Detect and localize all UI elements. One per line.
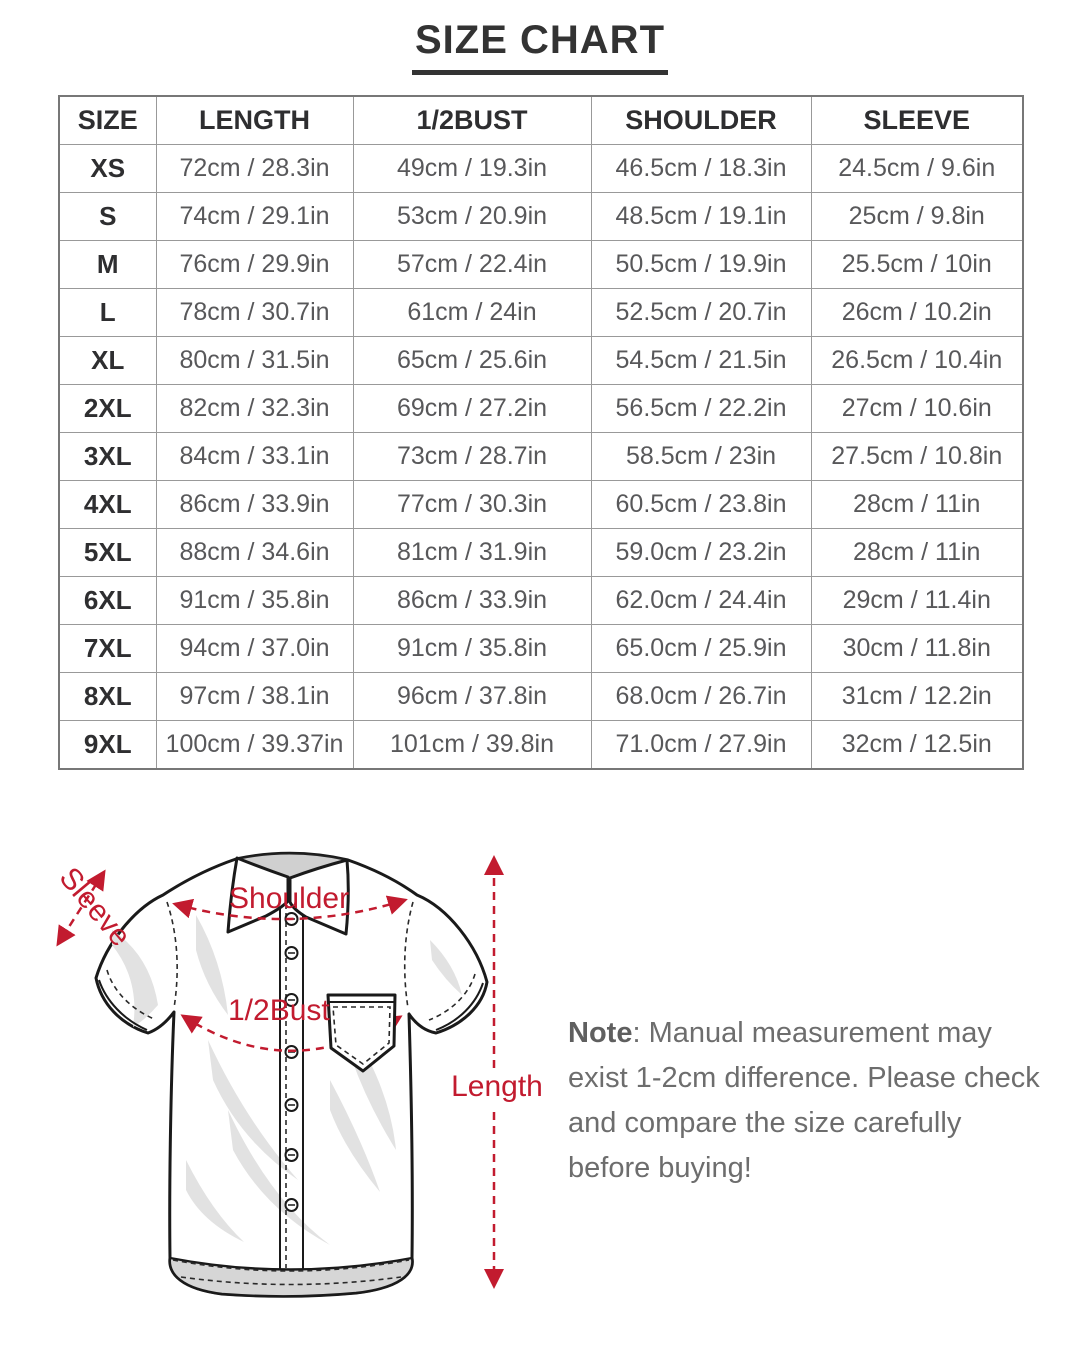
bust-cell: 73cm / 28.7in <box>353 433 591 481</box>
size-cell: S <box>59 193 156 241</box>
shoulder-cell: 50.5cm / 19.9in <box>591 241 811 289</box>
sleeve-cell: 28cm / 11in <box>811 529 1023 577</box>
length-cell: 82cm / 32.3in <box>156 385 353 433</box>
sleeve-cell: 31cm / 12.2in <box>811 673 1023 721</box>
size-cell: 4XL <box>59 481 156 529</box>
note-label: Note <box>568 1017 633 1049</box>
size-cell: 7XL <box>59 625 156 673</box>
sleeve-cell: 29cm / 11.4in <box>811 577 1023 625</box>
table-row <box>59 385 1023 433</box>
sleeve-cell: 30cm / 11.8in <box>811 625 1023 673</box>
sleeve-cell: 32cm / 12.5in <box>811 721 1023 770</box>
table-row <box>59 193 1023 241</box>
length-cell: 76cm / 29.9in <box>156 241 353 289</box>
shoulder-cell: 59.0cm / 23.2in <box>591 529 811 577</box>
size-cell: XL <box>59 337 156 385</box>
length-cell: 74cm / 29.1in <box>156 193 353 241</box>
bust-cell: 57cm / 22.4in <box>353 241 591 289</box>
bust-cell: 77cm / 30.3in <box>353 481 591 529</box>
shoulder-cell: 54.5cm / 21.5in <box>591 337 811 385</box>
shoulder-cell: 56.5cm / 22.2in <box>591 385 811 433</box>
bust-cell: 69cm / 27.2in <box>353 385 591 433</box>
note-body: : Manual measurement may exist 1-2cm difference. Please check and compare the size carefully before buying! <box>568 1017 1040 1184</box>
length-cell: 80cm / 31.5in <box>156 337 353 385</box>
shoulder-cell: 52.5cm / 20.7in <box>591 289 811 337</box>
page-title: SIZE CHART <box>412 18 668 75</box>
length-label: Length <box>451 1070 543 1103</box>
shoulder-cell: 71.0cm / 27.9in <box>591 721 811 770</box>
shoulder-cell: 62.0cm / 24.4in <box>591 577 811 625</box>
size-cell: 8XL <box>59 673 156 721</box>
size-cell: M <box>59 241 156 289</box>
length-cell: 100cm / 39.37in <box>156 721 353 770</box>
table-row <box>59 529 1023 577</box>
header-shoulder: SHOULDER <box>591 96 811 145</box>
header-row <box>59 96 1023 145</box>
length-cell: 84cm / 33.1in <box>156 433 353 481</box>
length-cell: 97cm / 38.1in <box>156 673 353 721</box>
size-cell: 6XL <box>59 577 156 625</box>
shoulder-cell: 46.5cm / 18.3in <box>591 145 811 193</box>
bust-cell: 65cm / 25.6in <box>353 337 591 385</box>
sleeve-cell: 28cm / 11in <box>811 481 1023 529</box>
header-length: LENGTH <box>156 96 353 145</box>
table-header <box>59 96 1023 145</box>
size-cell: 3XL <box>59 433 156 481</box>
shoulder-label: Shoulder <box>229 882 350 915</box>
table-row <box>59 289 1023 337</box>
note-text <box>568 1011 1050 1191</box>
bust-cell: 53cm / 20.9in <box>353 193 591 241</box>
sleeve-cell: 27.5cm / 10.8in <box>811 433 1023 481</box>
size-cell: XS <box>59 145 156 193</box>
table-row <box>59 145 1023 193</box>
length-cell: 72cm / 28.3in <box>156 145 353 193</box>
title-wrap <box>0 18 1080 75</box>
shoulder-cell: 68.0cm / 26.7in <box>591 673 811 721</box>
size-cell: 5XL <box>59 529 156 577</box>
sleeve-cell: 25.5cm / 10in <box>811 241 1023 289</box>
shoulder-cell: 48.5cm / 19.1in <box>591 193 811 241</box>
header-size: SIZE <box>59 96 156 145</box>
bust-cell: 91cm / 35.8in <box>353 625 591 673</box>
table-row <box>59 433 1023 481</box>
size-cell: 2XL <box>59 385 156 433</box>
table-row <box>59 241 1023 289</box>
table-row <box>59 625 1023 673</box>
length-cell: 94cm / 37.0in <box>156 625 353 673</box>
bust-cell: 61cm / 24in <box>353 289 591 337</box>
sleeve-cell: 26cm / 10.2in <box>811 289 1023 337</box>
sleeve-cell: 24.5cm / 9.6in <box>811 145 1023 193</box>
length-cell: 78cm / 30.7in <box>156 289 353 337</box>
length-cell: 91cm / 35.8in <box>156 577 353 625</box>
sleeve-cell: 27cm / 10.6in <box>811 385 1023 433</box>
size-chart-table <box>58 95 1024 770</box>
shoulder-cell: 60.5cm / 23.8in <box>591 481 811 529</box>
shoulder-cell: 58.5cm / 23in <box>591 433 811 481</box>
table-row <box>59 577 1023 625</box>
bust-cell: 49cm / 19.3in <box>353 145 591 193</box>
bust-cell: 86cm / 33.9in <box>353 577 591 625</box>
header-sleeve: SLEEVE <box>811 96 1023 145</box>
bust-cell: 81cm / 31.9in <box>353 529 591 577</box>
table-row <box>59 481 1023 529</box>
size-cell: 9XL <box>59 721 156 770</box>
table-row <box>59 337 1023 385</box>
sleeve-cell: 25cm / 9.8in <box>811 193 1023 241</box>
shirt-diagram <box>0 780 560 1300</box>
bust-cell: 101cm / 39.8in <box>353 721 591 770</box>
shoulder-cell: 65.0cm / 25.9in <box>591 625 811 673</box>
table-row <box>59 721 1023 770</box>
bust-label: 1/2Bust <box>228 994 330 1027</box>
sleeve-cell: 26.5cm / 10.4in <box>811 337 1023 385</box>
bust-cell: 96cm / 37.8in <box>353 673 591 721</box>
table-body <box>59 145 1023 770</box>
sleeve-label: Sleeve <box>52 861 137 953</box>
header-bust: 1/2BUST <box>353 96 591 145</box>
table-row <box>59 673 1023 721</box>
length-cell: 88cm / 34.6in <box>156 529 353 577</box>
length-cell: 86cm / 33.9in <box>156 481 353 529</box>
size-cell: L <box>59 289 156 337</box>
